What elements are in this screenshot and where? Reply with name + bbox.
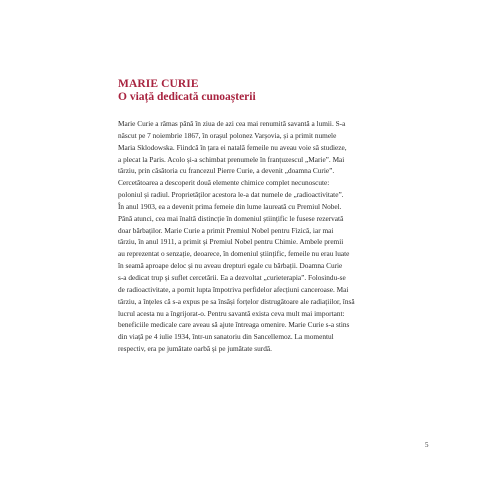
body-line: Maria Sklodowska. Fiindcă în țara ei natală femeile nu aveau voie să studieze, <box>118 142 347 152</box>
body-line: au reprezentat o senzație, deoarece, în domeniul științific, femeile nu erau luate <box>118 249 350 259</box>
article-subtitle: O viață dedicată cunoașterii <box>118 91 256 103</box>
body-line: din viață pe 4 iulie 1934, într-un sanatoriu din Sancellemoz. La momentul <box>118 332 334 342</box>
body-line: târziu, a înțeles că s-a expus pe sa însăși forțelor distrugătoare ale radiațiilor, însă <box>118 296 355 306</box>
body-line: lucrul acesta nu a îngrijorat-o. Pentru savantă exista ceva mult mai important: <box>118 308 345 318</box>
body-line: s-a dedicat trup și suflet cercetării. Ea a dezvoltat „curieterapia”. Folosindu-se <box>118 272 346 282</box>
body-line: Până atunci, cea mai înaltă distincție în domeniul științific le fusese rezervată <box>118 213 344 223</box>
body-line: Cercetătoarea a descoperit două elemente chimice complet necunoscute: <box>118 178 330 188</box>
body-line: târziu, prin căsătoria cu francezul Pierre Curie, a devenit „doamna Curie”. <box>118 166 335 176</box>
body-line: respectiv, era pe jumătate oarbă și pe jumătate surdă. <box>118 344 272 354</box>
article-body <box>118 118 380 355</box>
body-line: doar bărbaților. Marie Curie a primit Premiul Nobel pentru Fizică, iar mai <box>118 225 334 235</box>
body-line: beneficiile medicale care aveau să ajute întreaga omenire. Marie Curie s-a stins <box>118 320 350 330</box>
body-line: în seamă aproape deloc și nu aveau drepturi egale cu bărbații. Doamna Curie <box>118 261 343 271</box>
body-line: În anul 1903, ea a devenit prima femeie din lume laureată cu Premiul Nobel. <box>118 201 342 211</box>
body-line: de radioactivitate, a pornit lupta împotriva perfidelor afecțiuni canceroase. Mai <box>118 284 349 294</box>
page-number: 5 <box>425 441 429 449</box>
article <box>118 78 380 355</box>
article-title: MARIE CURIE <box>118 78 199 90</box>
body-line: născut pe 7 noiembrie 1867, în orașul polonez Varșovia, și a primit numele <box>118 130 337 140</box>
body-line: a plecat la Paris. Acolo și-a schimbat prenumele în franțuzescul „Marie”. Mai <box>118 154 345 164</box>
body-line: poloniul și radiul. Proprietăților acestora le-a dat numele de „radioactivitate”. <box>118 190 344 200</box>
body-line: Marie Curie a rămas până în ziua de azi cea mai renumită savantă a lumii. S-a <box>118 119 346 128</box>
body-line: târziu, în anul 1911, a primit și Premiul Nobel pentru Chimie. Ambele premii <box>118 237 344 247</box>
